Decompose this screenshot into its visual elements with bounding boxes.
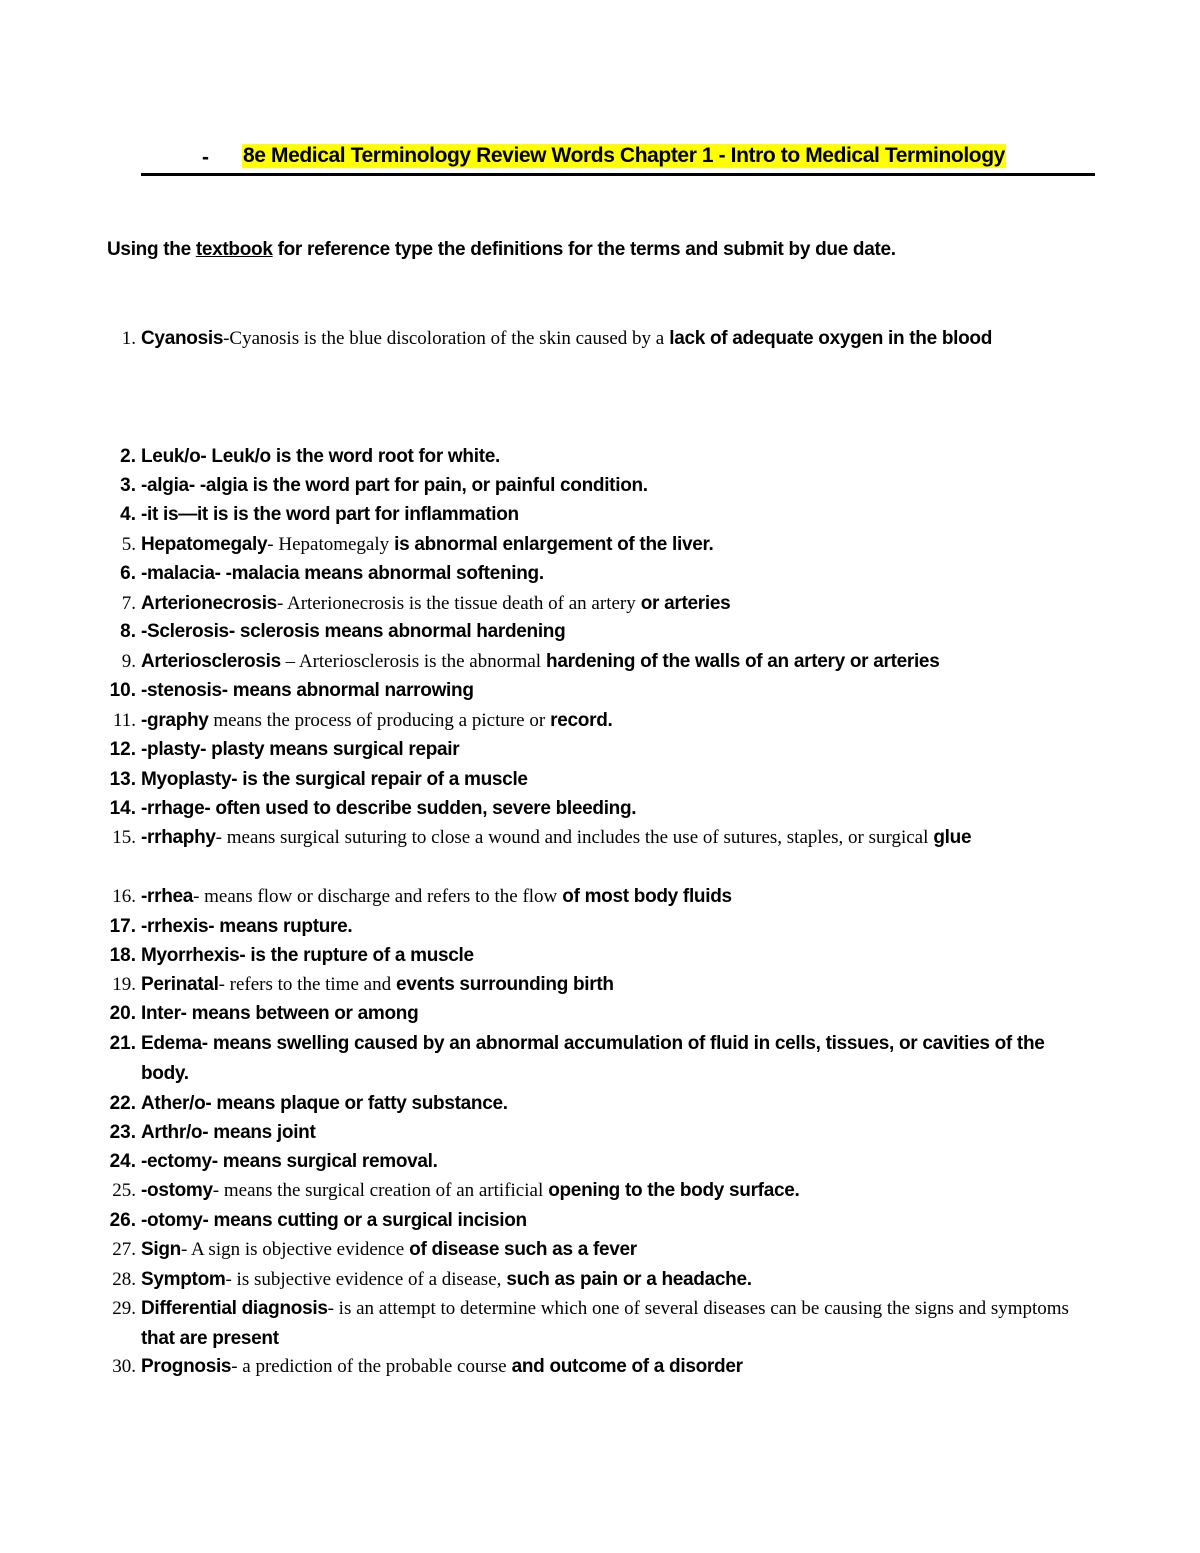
item-text <box>141 1352 1086 1382</box>
item-text <box>141 1118 1086 1148</box>
item-number: 16. <box>112 886 136 907</box>
item-definition-bold: of most body fluids <box>557 886 732 907</box>
item-definition-bold: is abnormal enlargement of the liver. <box>389 534 714 555</box>
textbook-link[interactable]: textbook <box>195 239 273 260</box>
item-number: 30. <box>112 1356 136 1377</box>
item-term: -graphy <box>141 710 209 731</box>
item-number: 7. <box>121 593 136 614</box>
item-term: -ectomy- means surgical removal. <box>141 1151 438 1172</box>
item-definition-bold: such as pain or a headache. <box>501 1269 752 1290</box>
item-term: Myorrhexis- is the rupture of a muscle <box>141 945 474 966</box>
item-number: 17. <box>109 916 136 937</box>
item-definition: -Cyanosis is the blue discoloration of the skin caused by a <box>223 328 665 349</box>
item-definition-bold: glue <box>928 827 972 848</box>
item-number: 2. <box>120 446 136 467</box>
item-text <box>141 530 1086 560</box>
item-text <box>141 589 1086 619</box>
item-text <box>141 1029 1086 1088</box>
header-dash: - <box>202 146 209 169</box>
item-definition-bold: opening to the body surface. <box>543 1180 800 1201</box>
item-text <box>141 1176 1086 1206</box>
item-number: 4. <box>120 504 136 525</box>
item-number: 29. <box>112 1298 136 1319</box>
item-term: -rrhage- often used to describe sudden, severe bleeding. <box>141 798 637 819</box>
item-term: -plasty- plasty means surgical repair <box>141 739 460 760</box>
item-number: 27. <box>112 1239 136 1260</box>
item-text <box>141 1294 1086 1353</box>
item-definition: - Arterionecrosis is the tissue death of an artery <box>276 593 636 614</box>
item-number: 21. <box>109 1033 136 1054</box>
item-number: 24. <box>109 1151 136 1172</box>
item-number: 11. <box>112 710 136 731</box>
item-definition: - A sign is objective evidence <box>180 1239 405 1260</box>
item-definition: - refers to the time and <box>218 974 392 995</box>
item-term: -it is—it is is the word part for inflammation <box>141 504 519 525</box>
item-definition-bold: of disease such as a fever <box>404 1239 637 1260</box>
item-text <box>141 941 1086 971</box>
item-term: -rrhexis- means rupture. <box>141 916 353 937</box>
item-term: Leuk/o- Leuk/o is the word root for white. <box>141 446 500 467</box>
document-header <box>141 142 1095 176</box>
header-rule <box>141 173 1095 176</box>
item-text <box>141 912 1086 942</box>
item-definition: – Arteriosclerosis is the abnormal <box>280 651 542 672</box>
item-term: -ostomy <box>141 1180 213 1201</box>
item-text <box>141 970 1086 1000</box>
item-term: Inter- means between or among <box>141 1003 419 1024</box>
item-definition-bold: or arteries <box>635 593 731 614</box>
item-definition-bold: hardening of the walls of an artery or arteries <box>541 651 940 672</box>
item-definition-bold: record. <box>545 710 613 731</box>
item-number: 5. <box>121 534 136 555</box>
item-number: 13. <box>109 769 136 790</box>
item-number: 3. <box>120 475 136 496</box>
item-definition-bold: that are present <box>141 1327 279 1349</box>
item-text <box>141 1235 1086 1265</box>
item-number: 25. <box>112 1180 136 1201</box>
item-text <box>141 324 1086 354</box>
item-number: 26. <box>109 1210 136 1231</box>
item-term: Arterionecrosis <box>141 593 277 614</box>
item-term: -otomy- means cutting or a surgical incision <box>141 1210 527 1231</box>
item-number: 20. <box>109 1003 136 1024</box>
item-text <box>141 765 1086 795</box>
item-text <box>141 500 1086 530</box>
item-text <box>141 1089 1086 1119</box>
item-term: Perinatal <box>141 974 219 995</box>
item-number: 19. <box>112 974 136 995</box>
document-title: 8e Medical Terminology Review Words Chapter 1 - Intro to Medical Terminology <box>243 144 1005 167</box>
item-number: 22. <box>109 1093 136 1114</box>
item-text <box>141 617 1086 647</box>
item-text <box>141 559 1086 589</box>
item-definition: - is subjective evidence of a disease, <box>225 1269 502 1290</box>
item-term: Ather/o- means plaque or fatty substance. <box>141 1093 508 1114</box>
item-definition: - a prediction of the probable course <box>231 1356 507 1377</box>
item-term: Edema- means swelling caused by an abnormal accumulation of fluid in cells, tissues, or cavities of the body. <box>141 1033 1045 1084</box>
item-term: Symptom <box>141 1269 226 1290</box>
item-number: 18. <box>109 945 136 966</box>
item-definition: - Hepatomegaly <box>267 534 390 555</box>
item-term: Prognosis <box>141 1356 232 1377</box>
instructions-after: for reference type the definitions for the terms and submit by due date. <box>272 239 896 260</box>
item-term: -malacia- -malacia means abnormal softening. <box>141 563 544 584</box>
item-text <box>141 1206 1086 1236</box>
item-text <box>141 676 1086 706</box>
item-definition: - means surgical suturing to close a wound and includes the use of sutures, staples, or surgical <box>215 827 929 848</box>
item-number: 15. <box>112 827 136 848</box>
item-term: -algia- -algia is the word part for pain, or painful condition. <box>141 475 648 496</box>
item-text <box>141 1265 1086 1295</box>
item-definition: - is an attempt to determine which one of several diseases can be causing the signs and symptoms <box>327 1298 1069 1319</box>
item-term: Arteriosclerosis <box>141 651 281 672</box>
item-number: 28. <box>112 1269 136 1290</box>
item-text <box>141 442 1086 472</box>
item-term: Cyanosis <box>141 328 224 349</box>
item-term: Differential diagnosis <box>141 1298 328 1319</box>
item-number: 8. <box>120 621 136 642</box>
item-number: 23. <box>109 1122 136 1143</box>
item-definition: - means flow or discharge and refers to the flow <box>193 886 558 907</box>
item-definition: - means the surgical creation of an artificial <box>212 1180 544 1201</box>
item-term: -rrhea <box>141 886 194 907</box>
item-text <box>141 1147 1086 1177</box>
item-number: 6. <box>120 563 136 584</box>
item-text <box>141 999 1086 1029</box>
item-text <box>141 647 1086 677</box>
item-number: 9. <box>121 651 136 672</box>
item-text <box>141 735 1086 765</box>
item-number: 10. <box>109 680 136 701</box>
item-text <box>141 706 1086 736</box>
item-definition-bold: events surrounding birth <box>391 974 614 995</box>
item-number: 12. <box>109 739 136 760</box>
item-term: -rrhaphy <box>141 827 216 848</box>
item-definition: means the process of producing a picture or <box>208 710 546 731</box>
item-term: -Sclerosis- sclerosis means abnormal hardening <box>141 621 566 642</box>
item-term: Sign <box>141 1239 181 1260</box>
item-term: -stenosis- means abnormal narrowing <box>141 680 474 701</box>
instructions <box>107 239 896 261</box>
item-term: Hepatomegaly <box>141 534 268 555</box>
instructions-before: Using the <box>107 239 196 260</box>
item-text <box>141 794 1086 824</box>
item-text <box>141 882 1086 912</box>
item-term: Arthr/o- means joint <box>141 1122 316 1143</box>
item-definition-bold: lack of adequate oxygen in the blood <box>664 328 993 349</box>
item-text <box>141 823 1086 853</box>
item-number: 1. <box>121 328 136 349</box>
item-text <box>141 471 1086 501</box>
item-definition-bold: and outcome of a disorder <box>506 1356 743 1377</box>
item-term: Myoplasty- is the surgical repair of a muscle <box>141 769 528 790</box>
item-number: 14. <box>109 798 136 819</box>
